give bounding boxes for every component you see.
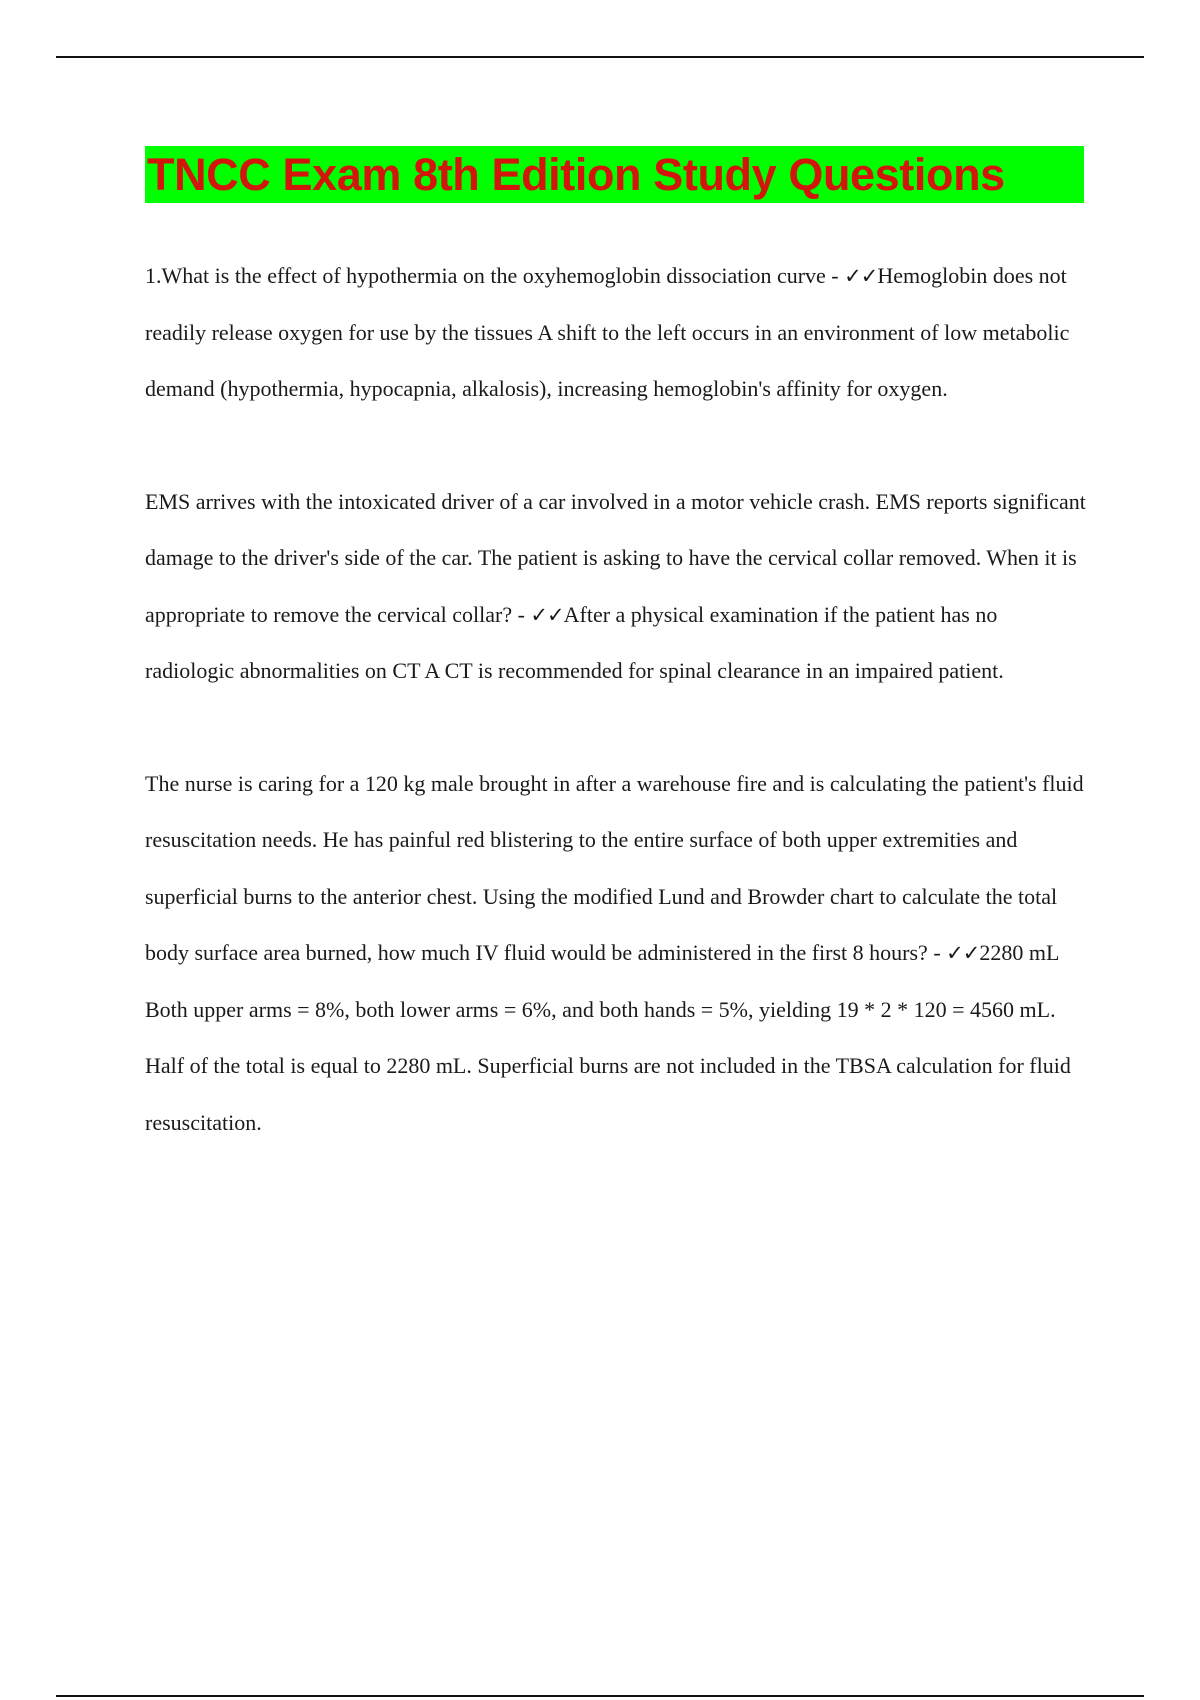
question-text: The nurse is caring for a 120 kg male brought in after a warehouse fire and is calculating the patient's fluid resuscitation needs. He has painful red blistering to the entire surface of both upper extremities and superficial burns to the anterior chest. Using the modified Lund and Browder chart to calculate the total body surface area burned, how much IV fluid would be administered in the first 8 hours? - (145, 770, 1084, 965)
check-mark-icon: ✓✓ (946, 941, 980, 965)
question-text: EMS arrives with the intoxicated driver of a car involved in a motor vehicle crash. EMS reports significant damage to the driver's side of the car. The patient is asking to have the cervical collar removed. When it is appropriate to remove the cervical collar? - (145, 488, 1086, 627)
answer-text: Hemoglobin does not readily release oxygen for use by the tissues A shift to the left occurs in an environment of low metabolic demand (hypothermia, hypocapnia, alkalosis), increasing hemoglobin's affinity for oxygen. (145, 263, 1070, 401)
question-text: 1.What is the effect of hypothermia on the oxyhemoglobin dissociation curve - (145, 263, 845, 288)
answer-text: After a physical examination if the patient has no radiologic abnormalities on CT A CT is recommended for spinal clearance in an impaired patient. (145, 601, 1004, 683)
document-title-highlight (145, 146, 1084, 203)
document-body (145, 248, 1090, 1151)
document-title: TNCC Exam 8th Edition Study Questions (147, 149, 1005, 200)
check-mark-icon: ✓✓ (530, 602, 564, 627)
qa-item-1 (145, 248, 1090, 418)
top-rule (56, 56, 1144, 58)
answer-text: 2280 mL Both upper arms = 8%, both lower arms = 6%, and both hands = 5%, yielding 19 * 2 * 120 = 4560 mL. Half of the total is equal to 2280 mL. Superficial burns are not included in the TBSA calculation for fluid resuscitation. (145, 940, 1071, 1135)
bottom-rule (56, 1695, 1144, 1697)
qa-item-3 (145, 756, 1090, 1152)
qa-item-2 (145, 474, 1090, 700)
check-mark-icon: ✓✓ (844, 264, 878, 288)
